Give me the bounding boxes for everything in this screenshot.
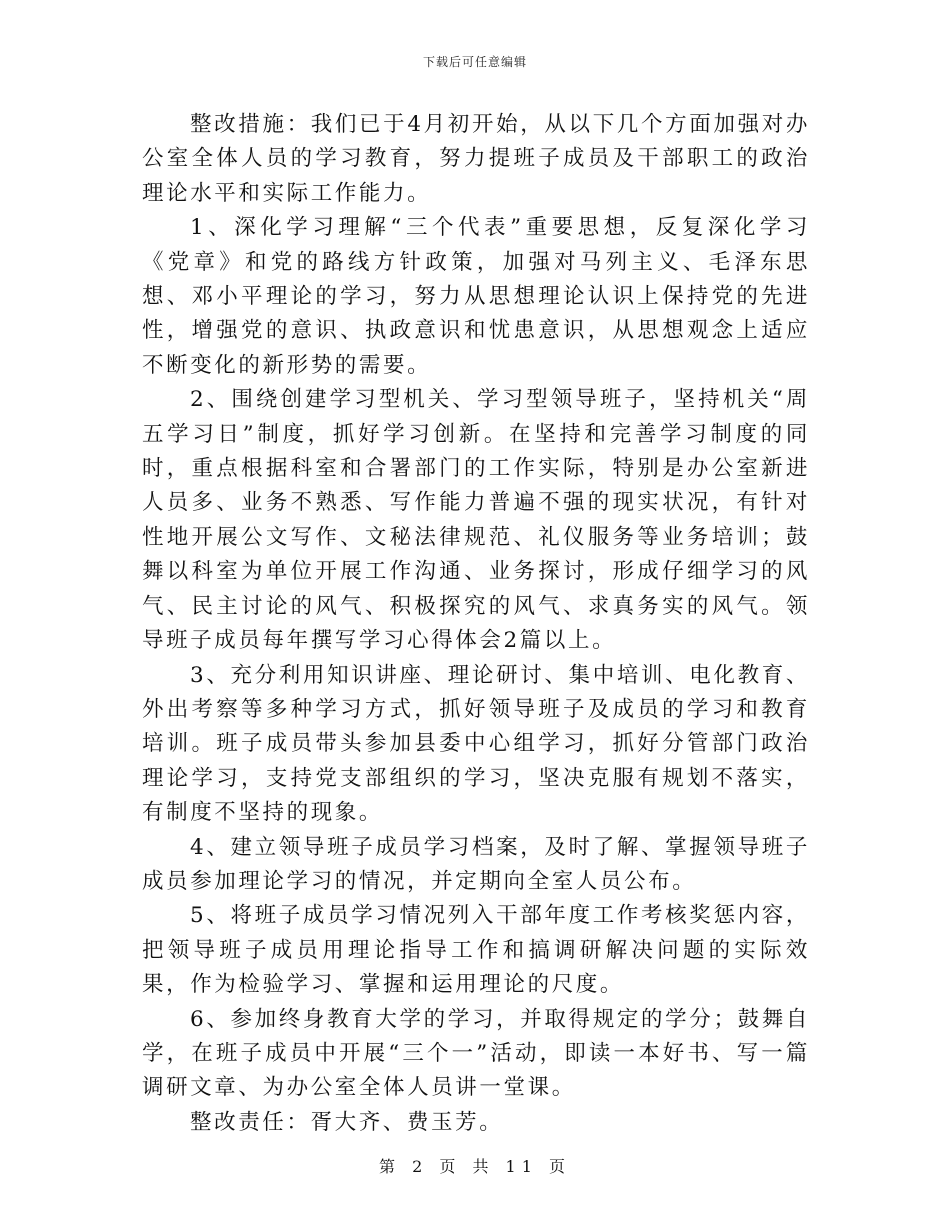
footer-total-pages: 11 (505, 1157, 538, 1176)
paragraph-responsibility: 整改责任：胥大齐、费玉芳。 (190, 1109, 504, 1135)
paragraph-item-3: 3、充分利用知识讲座、理论研讨、集中培训、电化教育、外出考察等多种学习方式，抓好领导班子及成员的学习和教育培训。班子成员带头参加县委中心组学习，抓好分管部门政治理论学习，支持党支部组织的学习，坚决克服有规划不落实，有制度不坚持的现象。 (142, 662, 810, 826)
paragraph-item-4: 4、建立领导班子成员学习档案，及时了解、掌握领导班子成员参加理论学习的情况，并定期向全室人员公布。 (142, 834, 810, 894)
paragraph-item-2: 2、围绕创建学习型机关、学习型领导班子，坚持机关“周五学习日”制度，抓好学习创新。在坚持和完善学习制度的同时，重点根据科室和合署部门的工作实际，特别是办公室新进人员多、业务不熟悉、写作能力普遍不强的现实状况，有针对性地开展公文写作、文秘法律规范、礼仪服务等业务培训；鼓舞以科室为单位开展工作沟通、业务探讨，形成仔细学习的风气、民主讨论的风气、积极探究的风气、求真务实的风气。领导班子成员每年撰写学习心得体会2篇以上。 (142, 387, 810, 654)
paragraph-measures: 整改措施：我们已于4月初开始，从以下几个方面加强对办公室全体人员的学习教育，努力提班子成员及干部职工的政治理论水平和实际工作能力。 (142, 112, 810, 206)
paragraph-item-6: 6、参加终身教育大学的学习，并取得规定的学分；鼓舞自学，在班子成员中开展“三个一”活动，即读一本好书、写一篇调研文章、为办公室全体人员讲一堂课。 (142, 1006, 810, 1101)
footer-suffix: 页 (549, 1157, 572, 1176)
paragraph-item-5: 5、将班子成员学习情况列入干部年度工作考核奖惩内容，把领导班子成员用理论指导工作和搞调研解决问题的实际效果，作为检验学习、掌握和运用理论的尺度。 (142, 903, 810, 998)
document-body (142, 108, 810, 1140)
footer-current-page: 2 (412, 1157, 429, 1176)
footer-middle: 页 共 (439, 1157, 495, 1176)
page-footer (0, 1154, 950, 1177)
footer-prefix: 第 (378, 1157, 401, 1176)
paragraph-item-1: 1、深化学习理解“三个代表”重要思想，反复深化学习《党章》和党的路线方针政策，加强对马列主义、毛泽东思想、邓小平理论的学习，努力从思想理论认识上保持党的先进性，增强党的意识、执政意识和忧患意识，从思想观念上适应不断变化的新形势的需要。 (142, 215, 810, 378)
header-note: 下载后可任意编辑 (422, 55, 527, 69)
